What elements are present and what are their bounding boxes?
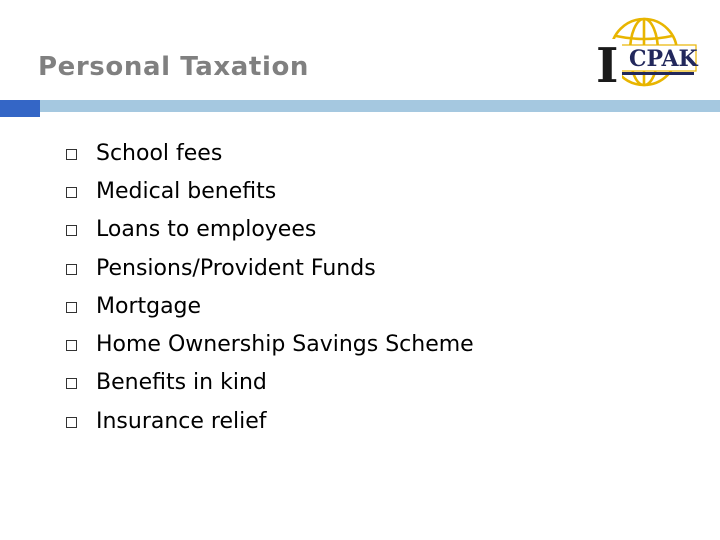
list-item	[66, 325, 474, 363]
title-divider	[0, 100, 720, 117]
list-item	[66, 249, 474, 287]
list-item	[66, 287, 474, 325]
checkbox-bullet-icon	[66, 264, 77, 275]
checkbox-bullet-icon	[66, 302, 77, 313]
title-divider-accent	[0, 100, 40, 117]
bullet-list	[66, 134, 474, 440]
list-item	[66, 364, 474, 402]
list-item	[66, 402, 474, 440]
list-item-text: Home Ownership Savings Scheme	[96, 332, 474, 358]
slide-title: Personal Taxation	[38, 52, 310, 82]
logo-wordmark: CPAK	[629, 46, 698, 72]
checkbox-bullet-icon	[66, 340, 77, 351]
list-item-text: Mortgage	[96, 293, 202, 319]
checkbox-bullet-icon	[66, 417, 77, 428]
list-item	[66, 172, 474, 210]
checkbox-bullet-icon	[66, 187, 77, 198]
checkbox-bullet-icon	[66, 378, 77, 389]
list-item-text: Loans to employees	[96, 217, 317, 243]
list-item-text: Pensions/Provident Funds	[96, 255, 376, 281]
list-item	[66, 134, 474, 172]
list-item	[66, 211, 474, 249]
list-item-text: School fees	[96, 140, 223, 166]
checkbox-bullet-icon	[66, 225, 77, 236]
checkbox-bullet-icon	[66, 149, 77, 160]
list-item-text: Medical benefits	[96, 178, 277, 204]
icpak-logo	[588, 12, 700, 88]
list-item-text: Insurance relief	[96, 408, 267, 434]
title-divider-bar	[40, 100, 720, 112]
logo-letter: I	[596, 38, 619, 88]
list-item-text: Benefits in kind	[96, 370, 267, 396]
